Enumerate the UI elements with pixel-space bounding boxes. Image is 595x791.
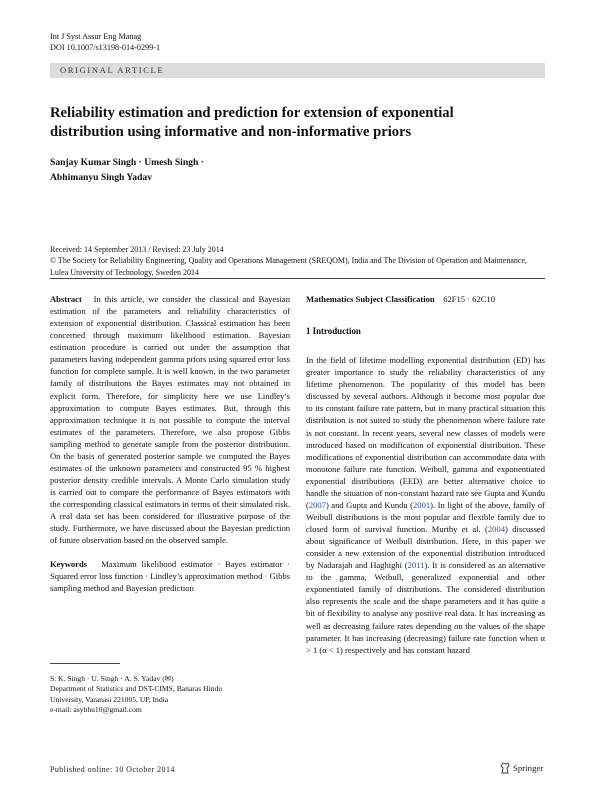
citation-link[interactable]: 2004 <box>487 524 505 534</box>
footnote-rule <box>50 663 120 664</box>
keywords-label: Keywords <box>50 559 88 570</box>
doi: DOI 10.1007/s13198-014-0299-1 <box>50 43 161 52</box>
intro-text: ). It is considered as an alternative to the gamma, Weibull, generalized exponential and other exponentiated family of distributions. The considered distribution also represents the scale and the shape parameters and it has quite a bit of flexibility to analyse any positive real data. It has increasing as well as decreasing failure rates depending on the values of the shape parameter. It has increasing (decreasing) failure rate function when α > 1 (α < 1) respectively and has constant hazard <box>306 560 545 655</box>
footnote-email: e-mail: asybhu10@gmail.com <box>50 705 142 715</box>
authors-line-2: Abhimanyu Singh Yadav <box>50 172 153 183</box>
introduction-paragraph <box>306 354 545 656</box>
footnote-authors: S. K. Singh · U. Singh · A. S. Yadav (✉) <box>50 674 174 683</box>
msc-label: Mathematics Subject Classification <box>306 294 435 304</box>
intro-text: ) and Gupta and Kundu ( <box>325 499 414 510</box>
msc <box>306 293 545 305</box>
intro-text: ). In light of the above, family of Weibull distributions is the most popular and flexible family due to closed form of survival function. Murthy et al. ( <box>306 499 545 534</box>
abstract-text: In this article, we consider the classical and Bayesian estimation of the parameters and reliability characteristics of extension of exponential distribution. Classical estimation has been concerned through maximum likelihood estimation. Bayesian estimation procedure is carried out under the assumption that parameters having independent gamma priors using squared error loss function for complete sample. It is well known, in the two parameter family of distributions the Bayes estimates may not obtained in explicit form. Therefore, for simplicity here we use Lindley’s approximation to compute Bayes estimates. But, through this approximation technique it is not possible to compute the interval estimates of the parameters. Therefore, we also propose Gibbs sampling method to generate sample from the posterior distribution. On the basis of generated posterior sample we computed the Bayes estimates of the unknown parameters and constructed 95 % highest posterior density credible intervals. A Monte Carlo simulation study is carried out to compare the performance of Bayes estimators with the corresponding classical estimators in terms of their simulated risk. A real data set has been considered for illustrative purpose of the study. Furthermore, we have discussed about the Bayesian prediction of future observation based on the observed sample. <box>50 294 290 546</box>
journal-info <box>50 31 160 53</box>
citation-link[interactable]: 2011 <box>407 560 425 571</box>
paper-title <box>50 104 545 142</box>
history-block <box>50 244 545 278</box>
springer-horse-icon <box>500 762 510 774</box>
keywords <box>50 558 290 594</box>
authors <box>50 155 204 185</box>
abstract <box>50 293 290 546</box>
copyright: © The Society for Reliability Engineering, Quality and Operations Management (SREQOM), India and The Division of Operation and Maintenance, Lulea University of Technology, Sweden 2014 <box>50 256 527 277</box>
received-dates: Received: 14 September 2013 / Revised: 23 July 2014 <box>50 245 224 254</box>
citation-link[interactable]: 2007 <box>308 499 326 510</box>
intro-text: ) discussed about significance of Weibull distribution. Here, in this paper we consider a new extension of the exponential distribution introduced by Nadarajah and Haghighi ( <box>306 524 545 571</box>
msc-codes: 62F15 · 62C10 <box>443 294 495 304</box>
section-heading-introduction: 1 Introduction <box>306 326 361 337</box>
citation-link[interactable]: 2001 <box>413 499 431 510</box>
keywords-text: Maximum likelihood estimator · Bayes estimator · Squared error loss function · Lindley’s approximation method · Gibbs sampling method and Bayesian prediction <box>50 559 290 594</box>
footnote-department: Department of Statistics and DST-CIMS, Banaras Hindu <box>50 684 223 694</box>
left-column <box>50 293 290 595</box>
publisher-name: Springer <box>513 763 544 773</box>
authors-line-1: Sanjay Kumar Singh · Umesh Singh · <box>50 157 204 168</box>
article-type-banner <box>50 63 545 78</box>
right-column <box>306 293 545 656</box>
publisher-logo <box>500 762 543 774</box>
title-line-1: Reliability estimation and prediction for extension of exponential <box>50 105 454 121</box>
header-divider <box>50 278 545 279</box>
article-type: ORIGINAL ARTICLE <box>60 65 165 75</box>
abstract-label: Abstract <box>50 294 82 304</box>
journal-name: Int J Syst Assur Eng Manag <box>50 32 142 41</box>
footnote-university: University, Varanasi 221005, UP, India <box>50 694 169 704</box>
title-line-2: distribution using informative and non-informative priors <box>50 124 412 140</box>
published-online: Published online: 10 October 2014 <box>50 765 175 774</box>
author-affiliation <box>50 674 290 716</box>
intro-text: In the field of lifetime modelling exponential distribution (ED) has greater importance to study the reliability characteristics of any lifetime phenomenon. The popularity of this model has been discussed by several authors. Although it become most popular due to its constant failure rate pattern, but in many practical situation this distribution is not suited to study the phenomenon where failure rate is not constant. In recent years, several new classes of models were introduced based on modification of exponential distribution. These modifications of exponential distribution can accommodate data with monotone failure rate function. Weibull, gamma and exponentiated exponential distributions (EED) are better alternative choice to handle the situation of non-constant hazard rate see Gupta and Kundu ( <box>306 355 545 510</box>
